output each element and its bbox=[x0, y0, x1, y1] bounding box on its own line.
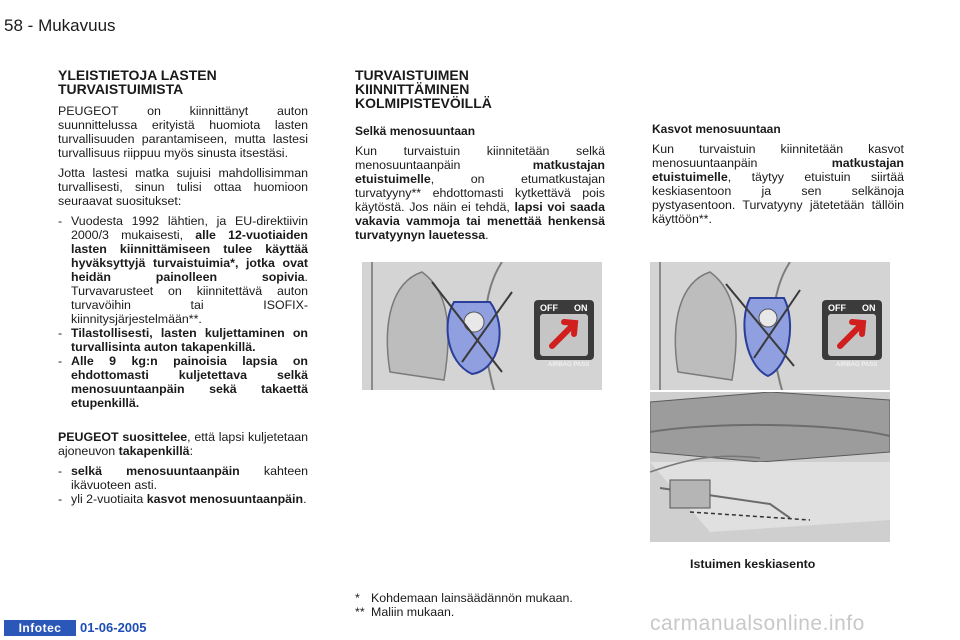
seat-position-illustration bbox=[650, 392, 890, 542]
header-separator: - bbox=[27, 16, 34, 35]
list-item: - selkä menosuuntaanpäin kahteen ikävuoteen asti. bbox=[58, 464, 308, 492]
car-seat-diagram bbox=[362, 262, 602, 390]
footnote: * Kohdemaan lainsäädännön mukaan. bbox=[355, 591, 573, 605]
list-item: - Tilastollisesti, lasten kuljettaminen on turvallisinta auton takapenkillä. bbox=[58, 326, 308, 354]
rear-facing-illustration bbox=[362, 262, 602, 390]
page-number: 58 bbox=[4, 16, 23, 35]
list-item: - Alle 9 kg:n painoisia lapsia on ehdottomasti kuljetettava selkä menosuuntaanpäin sekä takaettä etupenkillä. bbox=[58, 354, 308, 410]
airbag-label: AIRBAG PASS bbox=[836, 362, 878, 368]
on-label: ON bbox=[862, 303, 876, 313]
middle-heading: TURVAISTUIMEN KIINNITTÄMINEN KOLMIPISTEVÖILLÄ bbox=[355, 67, 492, 111]
off-label: OFF bbox=[540, 303, 558, 313]
list-item: - yli 2-vuotiaita kasvot menosuuntaanpäin. bbox=[58, 492, 307, 506]
recommendation-list bbox=[58, 214, 308, 410]
seat-rail-diagram bbox=[650, 392, 890, 542]
intro-paragraph: PEUGEOT on kiinnittänyt auton suunnittelussa erityistä huomiota lasten turvallisuuden parantamiseen, mutta lastesi turvallisuus riippuu myös sinusta itsestäsi. bbox=[58, 104, 308, 160]
right-column bbox=[652, 122, 904, 232]
middle-column bbox=[355, 68, 605, 248]
edition-date: 01-06-2005 bbox=[80, 620, 147, 635]
footnotes bbox=[355, 591, 615, 619]
watermark: carmanualsonline.info bbox=[650, 612, 865, 635]
page-header bbox=[4, 16, 116, 36]
forward-facing-paragraph: Kun turvaistuin kiinnitetään kasvot menosuuntaanpäin matkustajan etuistuimelle, täytyy etuistuin siirtää keskiasentoon ja sen selkänoja pystyasentoon. Turvatyyny jätetetään tällöin käyttöön**. bbox=[652, 142, 904, 226]
infotec-logo: Infotec bbox=[4, 620, 76, 636]
age-list bbox=[58, 464, 308, 506]
seat-position-caption: Istuimen keskiasento bbox=[690, 557, 816, 571]
advice-paragraph: Jotta lastesi matka sujuisi mahdollisimman turvallisesti, sinun tulisi ottaa huomioon seuraavat suositukset: bbox=[58, 166, 308, 208]
car-seat-diagram bbox=[650, 262, 890, 390]
footnote: ** Maliin mukaan. bbox=[355, 605, 455, 619]
forward-facing-illustration bbox=[650, 262, 890, 390]
left-heading: YLEISTIETOJA LASTEN TURVAISTUIMISTA bbox=[58, 67, 217, 97]
list-item: - Vuodesta 1992 lähtien, ja EU-direktiivin 2000/3 mukaisesti, alle 12-vuotiaiden lasten kiinnittämiseen tulee käyttää hyväksyttyjä turvaistuimia*, jotka ovat heidän painolleen sopivia. Turvavarusteet on kiinnitettävä auton turvavöihin tai ISOFIX-kiinnitysjärjestelmään**. bbox=[58, 214, 308, 326]
rear-facing-paragraph: Kun turvaistuin kiinnitetään selkä menosuuntaanpäin matkustajan etuistuimelle, on etumatkustajan turvatyyny** ehdottomasti kytkettävä pois käytöstä. Jos näin ei tehdä, lapsi voi saada vakavia vammoja tai menettää henkensä turvatyynyn lauetessa. bbox=[355, 144, 605, 242]
airbag-label: AIRBAG PASS bbox=[548, 362, 590, 368]
page-title: Mukavuus bbox=[38, 16, 116, 35]
peugeot-recommendation: PEUGEOT suosittelee, että lapsi kuljetetaan ajoneuvon takapenkillä: bbox=[58, 430, 308, 458]
off-label: OFF bbox=[828, 303, 846, 313]
left-column bbox=[58, 68, 308, 512]
forward-facing-subheading: Kasvot menosuuntaan bbox=[652, 122, 781, 136]
rear-facing-subheading: Selkä menosuuntaan bbox=[355, 124, 476, 138]
on-label: ON bbox=[574, 303, 588, 313]
